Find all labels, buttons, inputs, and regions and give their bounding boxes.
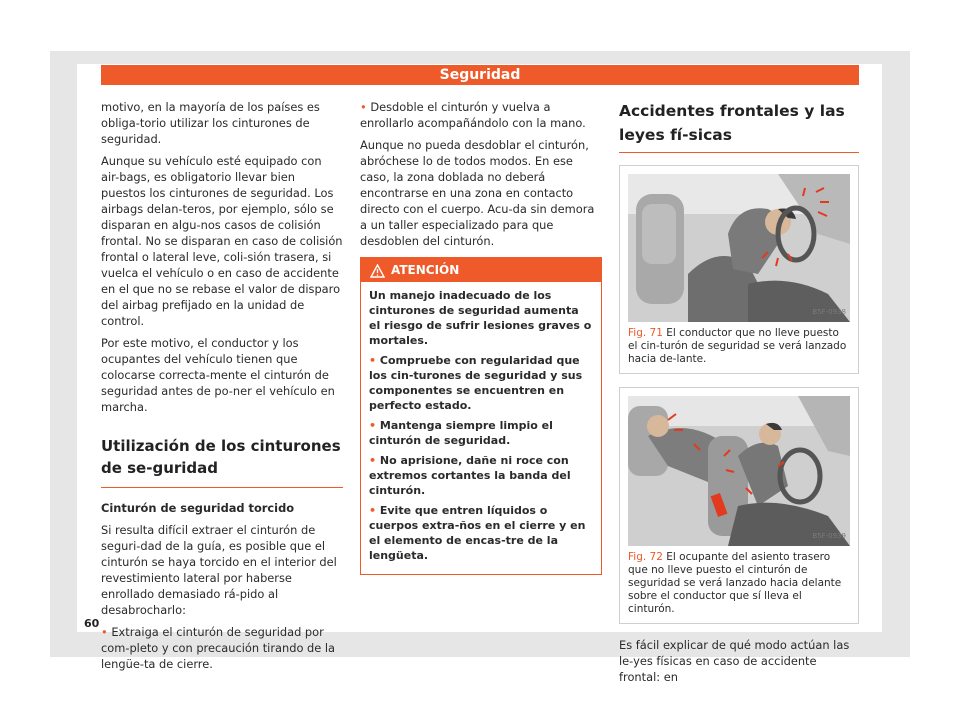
paragraph: Si resulta difícil extraer el cinturón de seguri-dad de la guía, es posible que el cinturón se haya torcido en el interior del revestimiento lateral por haberse enrollado demasiado rá-pido al desabrocharlo: — [101, 523, 337, 617]
paragraph: Es fácil explicar de qué modo actúan las le-yes físicas en caso de accidente frontal: en — [619, 638, 850, 684]
warning-title: ATENCIÓN — [391, 263, 460, 277]
bullet-item — [360, 99, 602, 131]
section-heading: Accidentes frontales y las leyes fí-sicas — [619, 99, 859, 153]
bullet-icon: • — [369, 454, 377, 467]
bullet-icon: • — [101, 625, 108, 639]
warning-box — [360, 257, 602, 575]
figure-caption — [620, 546, 858, 623]
warning-item: • Evite que entren líquidos o cuerpos extra-ños en el cierre y en el elemento de encas-tre de la lengüeta. — [369, 504, 586, 562]
text-column-right — [619, 99, 859, 691]
figure-caption — [620, 322, 858, 373]
warning-triangle-icon — [370, 262, 385, 286]
section-header-title: Seguridad — [439, 67, 521, 83]
sub-heading: Cinturón de seguridad torcido — [101, 501, 295, 515]
paragraph: Aunque su vehículo esté equipado con air-bags, es obligatorio llevar bien puestos los cinturones de seguridad. Los airbags delan-teros, por ejemplo, sólo se disparan en algu-nos casos de colisión frontal. No se disparan en caso de colisión frontal o lateral leve, coli-sión trasera, si vuelca el vehículo o en caso de accidente en el que no se rebase el valor de disparo del airbag prefijado en la unidad de control. — [101, 154, 343, 328]
bullet-icon: • — [369, 419, 377, 432]
bullet-icon: • — [360, 100, 367, 114]
warning-header — [361, 258, 601, 282]
figure-71 — [619, 165, 859, 374]
section-header-bar — [101, 65, 859, 85]
bullet-item — [101, 624, 343, 672]
figure-caption-text: El ocupante del asiento trasero que no lleve puesto el cinturón de seguridad se verá lanzado hacia delante sobre el conductor que sí lleva el cinturón. — [628, 551, 842, 615]
section-heading: Utilización de los cinturones de se-guridad — [101, 421, 343, 488]
figure-number: Fig. 71 — [628, 327, 663, 339]
bullet-icon: • — [369, 354, 377, 367]
paragraph: motivo, en la mayoría de los países es obliga-torio utilizar los cinturones de seguridad. — [101, 100, 320, 146]
figure-number: Fig. 72 — [628, 551, 663, 563]
figure-caption-text: El conductor que no lleve puesto el cin-turón de seguridad se verá lanzado hacia de-lante. — [628, 327, 847, 365]
warning-body — [361, 282, 601, 574]
text-column-middle — [360, 99, 602, 575]
figure-72-image — [628, 396, 850, 546]
page-number: 60 — [84, 617, 100, 630]
paragraph: Aunque no pueda desdoblar el cinturón, abróchese lo de todos modos. En ese caso, la zona doblada no deberá encontrarse en una zona en contacto directo con el cuerpo. Acu-da sin demora a un taller especializado para que desdoblen del cinturón. — [360, 138, 595, 248]
warning-item: • No aprisione, dañe ni roce con extremos cortantes la banda del cinturón. — [369, 454, 571, 497]
text-column-left — [101, 99, 343, 678]
bullet-text: Desdoble el cinturón y vuelva a enrollarlo acompañándolo con la mano. — [360, 100, 586, 130]
bullet-text: Extraiga el cinturón de seguridad por com-pleto y con precaución tirando de la lengüe-ta de cierre. — [101, 625, 336, 671]
figure-72 — [619, 387, 859, 624]
bullet-icon: • — [369, 504, 377, 517]
figure-code: B5F-0939 — [812, 532, 846, 540]
paragraph: Por este motivo, el conductor y los ocupantes del vehículo tienen que colocarse correcta-mente el cinturón de seguridad antes de po-ner el vehículo en marcha. — [101, 336, 335, 414]
warning-item: • Mantenga siempre limpio el cinturón de seguridad. — [369, 419, 553, 447]
warning-intro: Un manejo inadecuado de los cinturones de seguridad aumenta el riesgo de sufrir lesiones graves o mortales. — [369, 289, 592, 347]
warning-item: • Compruebe con regularidad que los cin-turones de seguridad y sus componentes se encuentren en perfecto estado. — [369, 354, 583, 412]
figure-71-image — [628, 174, 850, 322]
figure-code: B5F-0938 — [812, 308, 846, 316]
